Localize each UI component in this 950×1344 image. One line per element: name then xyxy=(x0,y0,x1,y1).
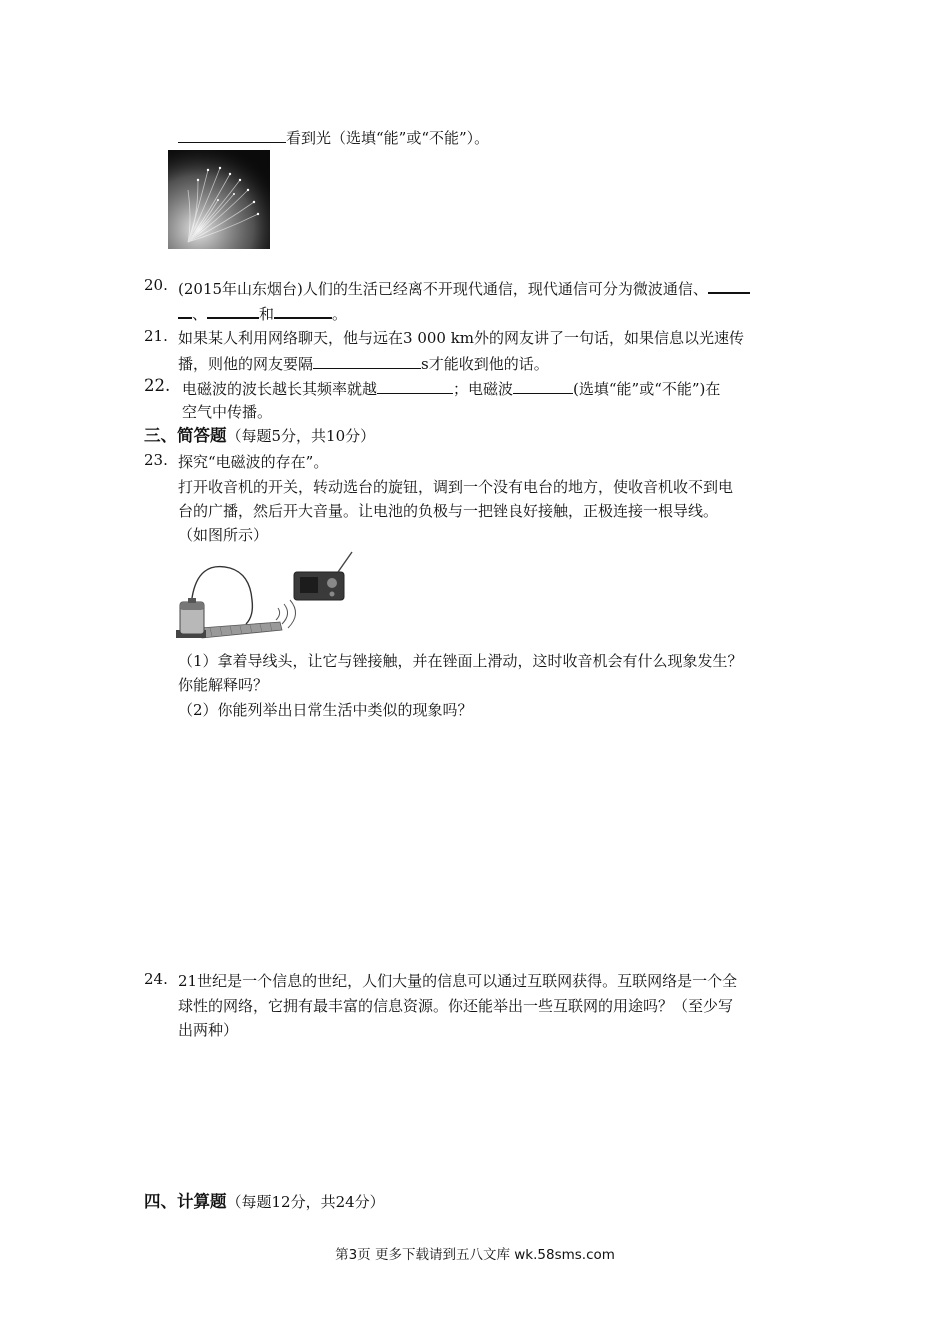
q21-line1: 如果某人利用网络聊天，他与远在3 000 km外的网友讲了一句话，如果信息以光速传 xyxy=(178,329,745,347)
fiber-optic-image xyxy=(168,150,270,249)
answer-blank[interactable] xyxy=(513,377,573,394)
question-number: 23. xyxy=(144,451,168,469)
answer-blank[interactable] xyxy=(178,126,286,143)
q23-paragraph: 台的广播，然后开大音量。让电池的负极与一把锉良好接触，正极连接一根导线。 xyxy=(178,502,719,520)
answer-blank[interactable] xyxy=(313,352,421,369)
q24-line: 出两种） xyxy=(178,1021,239,1039)
page-footer: 第3页 更多下载请到五八文库 wk.58sms.com xyxy=(335,1247,615,1263)
q23-paragraph: 打开收音机的开关，转动选台的旋钮，调到一个没有电台的地方，使收音机收不到电 xyxy=(178,478,734,496)
q23-title: 探究“电磁波的存在”。 xyxy=(178,453,329,471)
q22-line1: 电磁波的波长越长其频率就越 ；电磁波 (选填“能”或“不能”)在 xyxy=(182,377,720,400)
q24-line: 21世纪是一个信息的世纪，人们大量的信息可以通过互联网获得。互联网络是一个全 xyxy=(178,972,738,990)
question-number: 21. xyxy=(144,327,168,345)
q22-line2: 空气中传播。 xyxy=(182,403,273,421)
q23-subquestion-2: （2）你能列举出日常生活中类似的现象吗？ xyxy=(178,701,473,719)
section-heading: 三、简答题（每题5分，共10分） xyxy=(144,426,376,445)
answer-blank[interactable] xyxy=(377,377,453,394)
q23-subquestion-1: 你能解释吗？ xyxy=(178,676,269,694)
q19-line: 看到光（选填“能”或“不能”）。 xyxy=(178,126,489,149)
question-number: 20. xyxy=(144,276,168,294)
q20-line2: 、 和 。 xyxy=(178,301,347,325)
question-number: 24. xyxy=(144,970,168,988)
answer-blank[interactable] xyxy=(708,276,750,294)
q20-line1: (2015年山东烟台)人们的生活已经离不开现代通信，现代通信可分为微波通信、 xyxy=(178,276,750,300)
radio-experiment-illustration xyxy=(170,550,360,642)
answer-blank[interactable] xyxy=(207,301,259,319)
q24-line: 球性的网络，它拥有最丰富的信息资源。你还能举出一些互联网的用途吗？（至少写 xyxy=(178,997,734,1015)
answer-blank[interactable] xyxy=(178,301,192,319)
q23-paragraph: （如图所示） xyxy=(178,526,269,544)
question-number: 22. xyxy=(144,376,171,395)
q23-subquestion-1: （1）拿着导线头，让它与锉接触，并在锉面上滑动，这时收音机会有什么现象发生？ xyxy=(178,652,743,670)
section-heading: 四、计算题（每题12分，共24分） xyxy=(144,1192,385,1211)
q21-line2: 播，则他的网友要隔 s才能收到他的话。 xyxy=(178,352,549,375)
answer-blank[interactable] xyxy=(274,301,332,319)
